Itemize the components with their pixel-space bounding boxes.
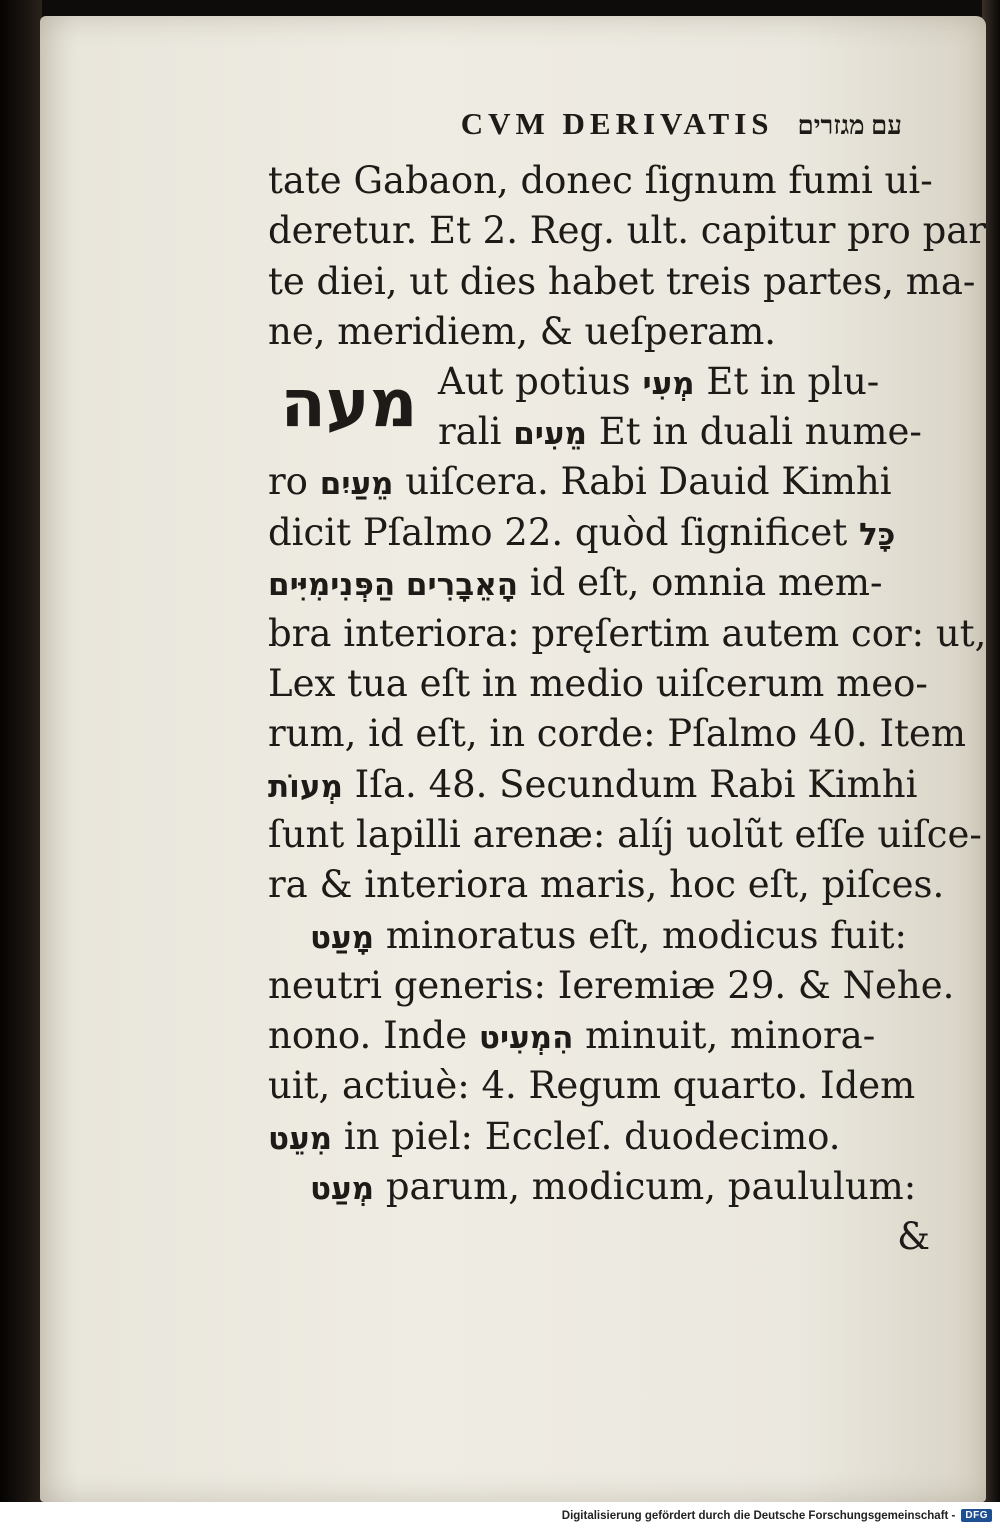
text-line bbox=[268, 1112, 938, 1162]
hebrew-word: מְעוֹת bbox=[268, 768, 343, 805]
text-line: deretur. Et 2. Reg. ult. capitur pro par bbox=[268, 209, 986, 253]
digitization-note: Digitalisierung gefördert durch die Deutsche Forschungsgemeinschaft - bbox=[561, 1509, 956, 1522]
text-run: in piel: Eccleſ. duodecimo. bbox=[343, 1114, 841, 1158]
hebrew-word: מֵעַיִם bbox=[319, 466, 394, 503]
text-line bbox=[438, 357, 879, 407]
text-line: neutri generis: Ieremiæ 29. & Nehe. bbox=[268, 963, 955, 1007]
text-run: Aut potius bbox=[438, 360, 631, 404]
text-line: ra & interiora maris, hoc eſt, piſces. bbox=[268, 863, 945, 907]
text-run: Et in plu- bbox=[706, 360, 880, 404]
text-run: id eſt, omnia mem- bbox=[529, 561, 883, 605]
text-run: dicit Pſalmo 22. quòd ſignificet bbox=[268, 511, 848, 555]
text-line: bra interiora: pręſertim autem cor: ut, bbox=[268, 611, 986, 655]
entry-heading-hebrew: מְעַט bbox=[310, 1171, 375, 1208]
text-run: Et in duali nume- bbox=[598, 410, 922, 454]
text-line bbox=[268, 558, 938, 608]
text-run: nono. Inde bbox=[268, 1014, 468, 1058]
text-run: minuit, minora- bbox=[585, 1014, 876, 1058]
text-run: ro bbox=[268, 460, 308, 504]
text-run: rali bbox=[438, 410, 502, 454]
text-line: uit, actiuè: 4. Regum quarto. Idem bbox=[268, 1064, 916, 1108]
running-head-hebrew: עם מגזרים bbox=[797, 111, 902, 140]
running-head-latin: CVM DERIVATIS bbox=[460, 106, 774, 141]
text-line bbox=[268, 457, 892, 507]
hebrew-word: כָּל bbox=[858, 517, 896, 554]
text-run: minoratus eſt, modicus fuit: bbox=[385, 913, 907, 957]
hebrew-word: מְעִי bbox=[642, 366, 695, 403]
text-line bbox=[268, 760, 938, 810]
dfg-logo[interactable]: DFG bbox=[961, 1509, 992, 1522]
text-line: rum, id eſt, in corde: Pſalmo 40. Item bbox=[268, 712, 966, 756]
entry-heading-hebrew: מעה bbox=[280, 365, 418, 443]
text-run: parum, modicum, paululum: bbox=[385, 1165, 917, 1209]
text-line bbox=[438, 407, 922, 457]
text-run: uiſcera. Rabi Dauid Kimhi bbox=[405, 460, 892, 504]
text-line: ne, meridiem, & ueſperam. bbox=[268, 309, 777, 353]
text-line: tate Gabaon, donec ſignum fumi ui- bbox=[268, 159, 933, 202]
text-line bbox=[268, 1162, 938, 1212]
text-line bbox=[268, 508, 938, 558]
digitization-footer bbox=[0, 1502, 1000, 1529]
text-line bbox=[268, 1011, 938, 1061]
text-line: Lex tua eſt in medio uiſcerum meo- bbox=[268, 662, 928, 706]
hebrew-word: מִעֵט bbox=[268, 1120, 333, 1157]
text-line: ſunt lapilli arenæ: alíj uolũt eſſe uiſce- bbox=[268, 812, 982, 856]
text-block bbox=[268, 106, 986, 1263]
hebrew-word: מֵעִים bbox=[513, 416, 587, 453]
book-binding-edge bbox=[0, 0, 42, 1510]
running-head bbox=[268, 106, 938, 156]
hebrew-phrase: הָאֵבָרִים הַפְּנִימִיִּים bbox=[268, 567, 519, 604]
book-page bbox=[40, 16, 986, 1502]
text-line: te diei, ut dies habet treis partes, ma- bbox=[268, 259, 976, 303]
catchword: & bbox=[897, 1215, 930, 1259]
hebrew-word: הִמְעִיט bbox=[478, 1020, 574, 1057]
text-line bbox=[268, 911, 938, 961]
entry-meah bbox=[268, 357, 938, 508]
text-run: Iſa. 48. Secundum Rabi Kimhi bbox=[354, 762, 918, 806]
entry-heading-hebrew: מָעַט bbox=[310, 919, 375, 956]
